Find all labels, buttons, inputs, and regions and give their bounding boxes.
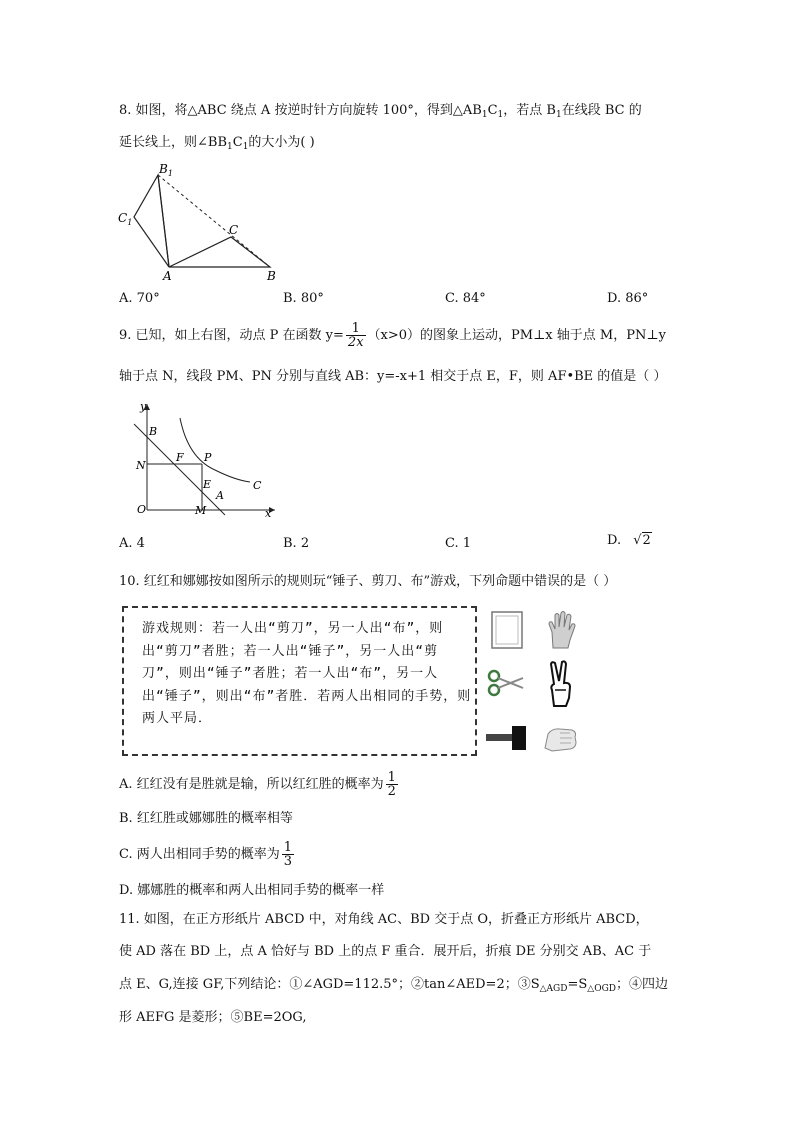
q10-option-d: D. 娜娜胜的概率和两人出相同手势的概率一样 <box>119 883 385 898</box>
q10-option-b: B. 红红胜或娜娜胜的概率相等 <box>119 811 293 826</box>
q8-option-b: B. 80° <box>283 291 324 306</box>
sqrt-symbol: √2 <box>633 533 651 548</box>
label-y: y <box>140 400 147 413</box>
q8-text-g: 的大小为( ) <box>248 135 315 150</box>
rule-text: 游戏规则：若一人出“剪刀”，另一人出“布”，则出“剪刀”者胜；若一人出“锤子”，另一人出“剪刀”，则出“锤子”者胜；若一人出“布”，另一人出“锤子”，则出“布”者胜．若两人出相同的手势，则两人平局． <box>142 621 472 726</box>
q10-option-c-text: C. 两人出相同手势的概率为 <box>119 847 280 862</box>
q11-line2: 使 AD 落在 BD 上，点 A 恰好与 BD 上的点 F 重合．展开后，折痕 DE 分别交 AB、AC 于 <box>119 944 652 959</box>
q8-sub-c: 1 <box>555 110 562 120</box>
frac-den: 3 <box>283 854 293 869</box>
scissors-icon <box>486 666 526 700</box>
extension-dashed-line <box>158 175 270 267</box>
label-f: F <box>176 451 184 464</box>
q8-triangle-figure <box>112 160 292 285</box>
label-e: E <box>203 478 212 491</box>
q8-option-d: D. 86° <box>607 291 649 306</box>
q9-option-d-label: D. <box>607 533 622 548</box>
q9-frac-num: 1 <box>346 322 366 336</box>
q9-text-a: 9. 已知，如上右图，动点 P 在函数 y= <box>119 328 344 343</box>
hyperbola-curve <box>180 418 250 482</box>
label-x: x <box>265 507 272 520</box>
q11-line3-c: ；④四边 <box>616 977 669 992</box>
q11-line4: 形 AEFG 是菱形；⑤BE=2OG, <box>119 1010 307 1025</box>
q9-option-d <box>607 533 652 548</box>
label-o: O <box>137 503 147 516</box>
label-c: C <box>253 479 262 492</box>
q8-stem-line1 <box>119 101 642 125</box>
q8-sub-a: 1 <box>481 110 488 120</box>
label-m: M <box>195 504 207 517</box>
label-p: P <box>204 451 212 464</box>
q8-sub-f: 1 <box>242 142 249 152</box>
q9-option-b: B. 2 <box>283 536 310 551</box>
q8-sub-e: 1 <box>227 142 233 152</box>
q11-line1: 11. 如图，在正方形纸片 ABCD 中，对角线 AC、BD 交于点 O，折叠正方形纸片 ABCD， <box>119 912 649 927</box>
q10-option-a <box>119 768 400 802</box>
q8-text-f: C <box>232 135 243 150</box>
victory-hand-icon <box>544 660 576 708</box>
label-n: N <box>136 459 146 472</box>
label-c1: $C_1$ <box>118 211 133 227</box>
open-hand-icon <box>544 610 578 650</box>
frac-num: 1 <box>283 840 293 855</box>
q9-option-a: A. 4 <box>119 536 145 551</box>
q9-option-c: C. 1 <box>445 536 472 551</box>
line-ab <box>134 424 225 515</box>
q11-sub-2: △OGD <box>587 984 616 994</box>
q8-text-e: 延长线上，则∠BB <box>119 135 227 150</box>
triangle-abc <box>169 237 270 267</box>
q8-text-a: 8. 如图，将△ABC 绕点 A 按逆时针方向旋转 100°，得到△AB <box>119 103 482 118</box>
label-c: C <box>229 223 239 237</box>
q10-option-c <box>119 838 296 872</box>
sqrt-radicand: 2 <box>642 533 651 548</box>
q10-option-c-fraction <box>282 841 294 868</box>
q9-fraction <box>346 322 366 349</box>
label-a: A <box>163 269 172 283</box>
q8-option-a: A. 70° <box>119 291 160 306</box>
fist-icon <box>542 724 580 754</box>
q8-text-b: C <box>487 103 498 118</box>
q9-stem-line2: 轴于点 N，线段 PM、PN 分别与直线 AB：y=-x+1 相交于点 E，F，则 AF•BE 的值是（ ） <box>119 369 667 384</box>
q10-stem: 10. 红红和娜娜按如图所示的规则玩“锤子、剪刀、布”游戏，下列命题中错误的是（ ） <box>119 574 617 589</box>
q11-line3 <box>119 975 668 999</box>
q8-text-c: ，若点 B <box>503 103 556 118</box>
q11-line3-b: =S <box>567 977 588 992</box>
q11-sub-1: △AGD <box>539 984 568 994</box>
frac-num: 1 <box>387 770 396 785</box>
hammer-icon <box>484 724 530 754</box>
frac-den: 2 <box>387 784 396 799</box>
label-b1: $B_1$ <box>159 162 173 178</box>
q10-option-a-text: A. 红红没有是胜就是输，所以红红胜的概率为 <box>119 777 384 792</box>
label-b: B <box>149 425 158 438</box>
rule-box <box>122 606 477 756</box>
q11-line3-a: 点 E、G,连接 GF,下列结论：①∠AGD=112.5°；②tan∠AED=2；③S <box>119 977 540 992</box>
q9-graph-figure <box>130 398 280 520</box>
paper-icon <box>490 610 524 650</box>
q10-option-a-fraction <box>386 771 398 798</box>
label-a: A <box>216 489 224 502</box>
q9-text-b: （x>0）的图象上运动，PM⊥x 轴于点 M，PN⊥y <box>367 328 666 343</box>
q8-text-d: 在线段 BC 的 <box>561 103 642 118</box>
q8-stem-line2 <box>119 133 315 157</box>
q8-sub-b: 1 <box>497 110 504 120</box>
q8-option-c: C. 84° <box>445 291 486 306</box>
q9-frac-den: 2x <box>347 335 364 350</box>
q9-stem-line1 <box>119 316 666 356</box>
label-b: B <box>267 269 276 283</box>
